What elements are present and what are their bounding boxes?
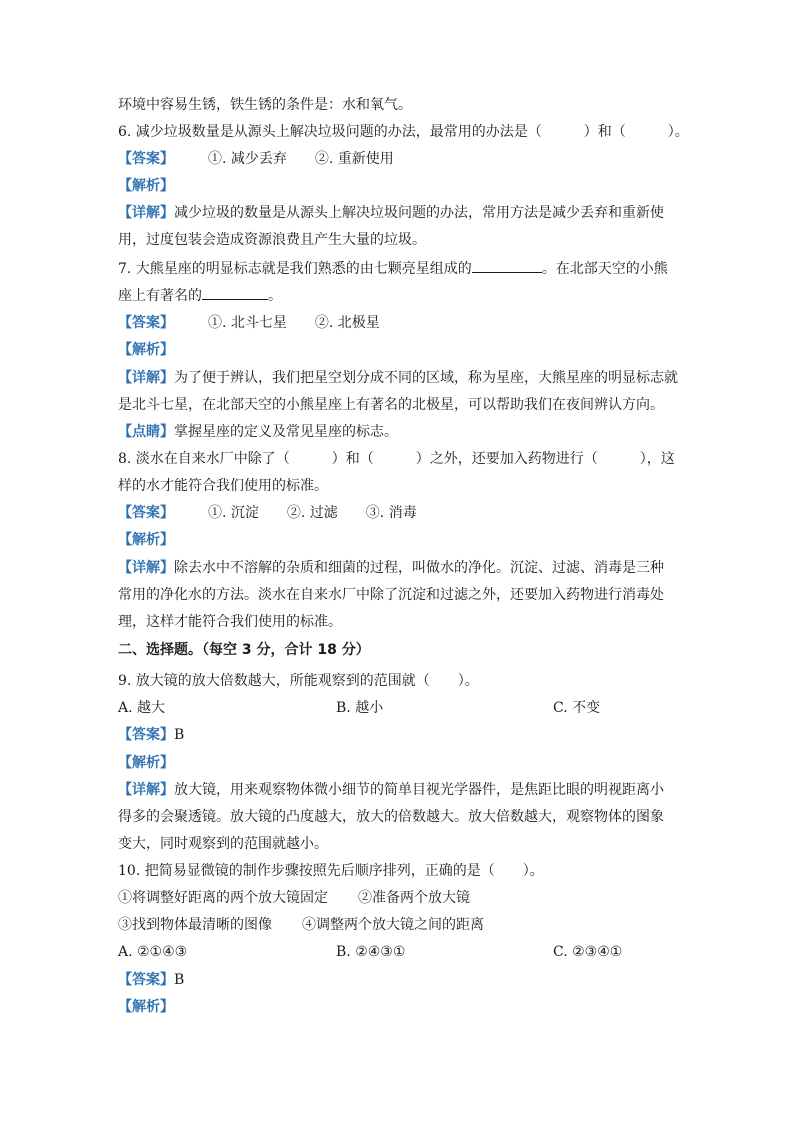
option-a: A. ②①④③ [118, 944, 188, 960]
option-c: C. 不变 [553, 700, 601, 716]
fill-blank [202, 285, 268, 300]
answer-9 [118, 726, 184, 744]
question-6: 6. 减少垃圾数量是从源头上解决垃圾问题的办法，最常用的办法是（ ）和（ ）。 [118, 124, 689, 140]
explanation-8-line-3: 理，这样才能符合我们使用的标准。 [118, 614, 342, 630]
explanation-text: 为了便于辨认，我们把星空划分成不同的区域，称为星座，大熊星座的明显标志就 [174, 370, 678, 386]
analysis-tag: 【解析】 [118, 342, 174, 358]
explanation-text: 减少垃圾的数量是从源头上解决垃圾问题的办法，常用方法是减少丢弃和重新使 [174, 205, 664, 221]
explanation-7-line-1 [118, 369, 678, 387]
answer-text: B [174, 727, 185, 743]
detail-tag: 【详解】 [118, 560, 174, 576]
question-7-line-1 [118, 258, 668, 278]
key-point-text: 掌握星座的定义及常见星座的标志。 [174, 424, 398, 440]
question-text: 7. 大熊星座的明显标志就是我们熟悉的由七颗亮星组成的 [118, 261, 472, 277]
explanation-6-line-2: 用，过度包装会造成资源浪费且产生大量的垃圾。 [118, 232, 426, 248]
analysis-tag: 【解析】 [118, 999, 174, 1015]
option-a: A. 越大 [118, 700, 166, 716]
detail-tag: 【详解】 [118, 782, 174, 798]
detail-tag: 【详解】 [118, 205, 174, 221]
step-2: ②准备两个放大镜 [358, 890, 470, 906]
answer-tag: 【答案】 [118, 151, 174, 167]
analysis-tag: 【解析】 [118, 178, 174, 194]
answer-10 [118, 971, 184, 989]
answer-text: ①. 沉淀 ②. 过滤 ③. 消毒 [208, 505, 417, 521]
question-9: 9. 放大镜的放大倍数越大，所能观察到的范围就（ ）。 [118, 673, 479, 689]
question-7-line-2 [118, 285, 282, 305]
answer-6 [118, 150, 394, 168]
option-b: B. ②④③① [336, 944, 406, 960]
question-8-line-1: 8. 淡水在自来水厂中除了（ ）和（ ）之外，还要加入药物进行（ ），这 [118, 451, 675, 467]
section-heading: 二、选择题。（每空 3 分，合计 18 分） [118, 642, 370, 658]
key-point-7 [118, 423, 398, 441]
question-text: 。在北部天空的小熊 [541, 261, 668, 277]
explanation-6-line-1 [118, 204, 664, 222]
answer-tag: 【答案】 [118, 315, 174, 331]
question-8-line-2: 样的水才能符合我们使用的标准。 [118, 478, 328, 494]
option-c: C. ②③④① [553, 944, 623, 960]
explanation-8-line-2: 常用的净化水的方法。淡水在自来水厂中除了沉淀和过滤之外，还要加入药物进行消毒处 [118, 587, 664, 603]
explanation-9-line-3: 变大，同时观察到的范围就越小。 [118, 836, 328, 852]
answer-7 [118, 314, 380, 332]
analysis-tag: 【解析】 [118, 532, 174, 548]
explanation-7-line-2: 是北斗七星，在北部天空的小熊星座上有著名的北极星，可以帮助我们在夜间辨认方向。 [118, 397, 664, 413]
explanation-text: 放大镜，用来观察物体微小细节的简单目视光学器件，是焦距比眼的明视距离小 [174, 782, 664, 798]
step-1: ①将调整好距离的两个放大镜固定 [118, 890, 328, 906]
answer-tag: 【答案】 [118, 505, 174, 521]
explanation-9-line-1 [118, 781, 664, 799]
question-text: 座上有著名的 [118, 288, 202, 304]
answer-tag: 【答案】 [118, 972, 174, 988]
question-10: 10. 把简易显微镜的制作步骤按照先后顺序排列，正确的是（ ）。 [118, 863, 544, 879]
detail-tag: 【详解】 [118, 370, 174, 386]
fill-blank [472, 258, 542, 273]
explanation-9-line-2: 得多的会聚透镜。放大镜的凸度越大，放大的倍数越大。放大倍数越大，观察物体的图象 [118, 809, 664, 825]
answer-text: ①. 北斗七星 ②. 北极星 [208, 315, 380, 331]
explanation-8-line-1 [118, 559, 664, 577]
option-b: B. 越小 [336, 700, 384, 716]
step-3: ③找到物体最清晰的图像 [118, 917, 272, 933]
analysis-tag: 【解析】 [118, 755, 174, 771]
explanation-text: 除去水中不溶解的杂质和细菌的过程，叫做水的净化。沉淀、过滤、消毒是三种 [174, 560, 664, 576]
step-4: ④调整两个放大镜之间的距离 [302, 917, 484, 933]
key-point-tag: 【点睛】 [118, 424, 174, 440]
question-text: 。 [268, 288, 282, 304]
answer-8 [118, 504, 417, 522]
answer-tag: 【答案】 [118, 727, 174, 743]
text-line: 环境中容易生锈，铁生锈的条件是：水和氧气。 [118, 97, 412, 113]
answer-text: B [174, 972, 185, 988]
answer-text: ①. 减少丢弃 ②. 重新使用 [208, 151, 394, 167]
